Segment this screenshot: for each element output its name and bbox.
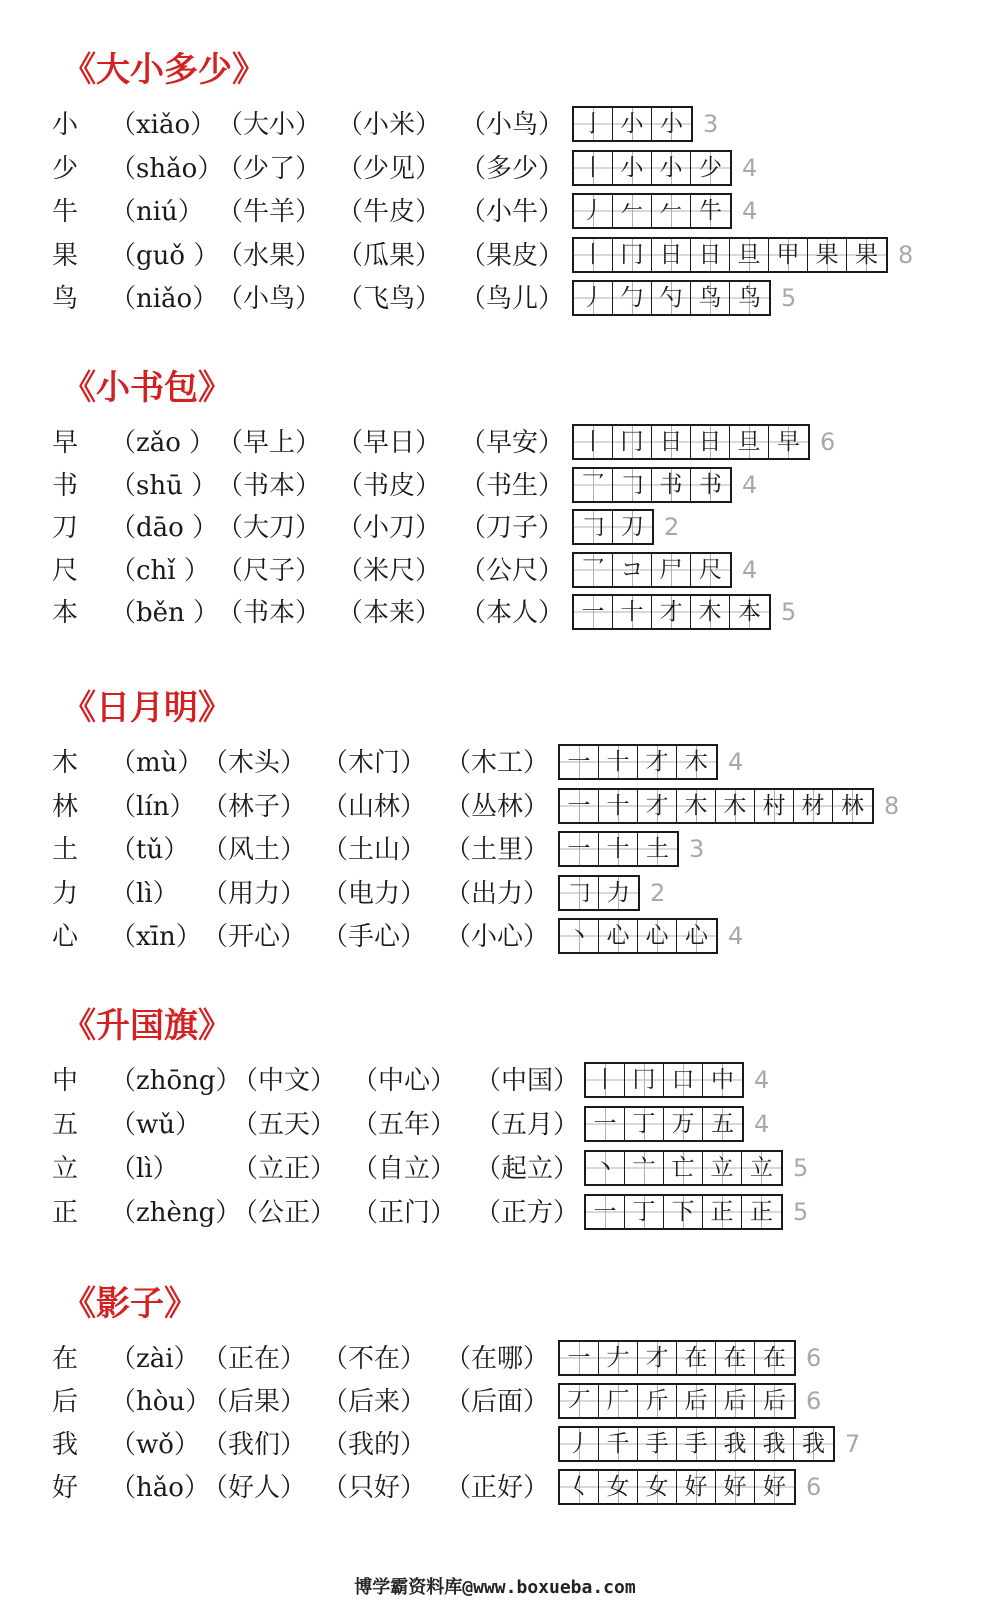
stroke-step-box: 丨 [574, 426, 613, 458]
vocab-row [0, 786, 990, 828]
pinyin: （niǎo） [110, 284, 219, 314]
word-1: （立正） [232, 1154, 337, 1184]
stroke-step-box: 旦 [730, 426, 769, 458]
stroke-count: 8 [898, 241, 914, 269]
stroke-order-grid [584, 1150, 783, 1186]
lesson-title: 《影子》 [62, 1284, 198, 1324]
stroke-step-box: 丨 [574, 239, 613, 271]
word-2: （书皮） [337, 471, 442, 501]
vocab-row [0, 1060, 990, 1102]
stroke-step-box: 果 [808, 239, 847, 271]
stroke-step-box: 果 [847, 239, 886, 271]
vocab-row [0, 507, 990, 549]
pinyin: （dāo ） [110, 513, 219, 543]
stroke-step-box: 亠 [625, 1152, 664, 1184]
stroke-order-grid [584, 1194, 783, 1230]
stroke-count: 3 [689, 835, 705, 863]
word-2: （电力） [322, 879, 427, 909]
pinyin: （shǎo） [110, 154, 224, 184]
word-2: （小米） [337, 110, 442, 140]
word-2: （山林） [322, 792, 427, 822]
pinyin: （běn ） [110, 598, 220, 628]
stroke-step-box: 冂 [625, 1064, 664, 1096]
vocab-row [0, 1424, 990, 1466]
word-3: （丛林） [445, 792, 550, 822]
stroke-count: 5 [781, 284, 797, 312]
stroke-step-box: 𠂉 [652, 195, 691, 227]
vocab-row [0, 278, 990, 320]
word-2: （飞鸟） [337, 284, 442, 314]
pinyin: （wǒ） [110, 1430, 200, 1460]
stroke-step-box: 勺 [652, 282, 691, 314]
stroke-step-box: 立 [703, 1152, 742, 1184]
stroke-step-box: 冂 [613, 239, 652, 271]
word-3: （多少） [460, 154, 565, 184]
stroke-step-box: 好 [716, 1471, 755, 1503]
lesson-title: 《小书包》 [62, 368, 232, 408]
stroke-step-box: 尸 [652, 554, 691, 586]
stroke-step-box: 千 [599, 1428, 638, 1460]
stroke-step-box: 牛 [691, 195, 730, 227]
hanzi-character: 木 [52, 748, 79, 778]
stroke-step-box: 一 [560, 833, 599, 865]
vocab-row [0, 742, 990, 784]
vocab-row [0, 829, 990, 871]
vocab-row [0, 1381, 990, 1423]
stroke-order-grid [572, 150, 732, 186]
stroke-step-box: 勹 [613, 282, 652, 314]
stroke-order-grid [572, 280, 771, 316]
stroke-step-box: 十 [599, 790, 638, 822]
hanzi-character: 牛 [52, 197, 79, 227]
stroke-step-box: 小 [652, 108, 691, 140]
stroke-step-box: 厂 [599, 1385, 638, 1417]
hanzi-character: 好 [52, 1473, 79, 1503]
vocab-row [0, 104, 990, 146]
stroke-step-box: 女 [638, 1471, 677, 1503]
stroke-order-grid [572, 193, 732, 229]
word-2: （中心） [352, 1066, 457, 1096]
word-2: （本来） [337, 598, 442, 628]
word-1: （用力） [202, 879, 307, 909]
word-1: （尺子） [217, 556, 322, 586]
vocab-row [0, 465, 990, 507]
stroke-order-grid [572, 594, 771, 630]
stroke-count: 5 [793, 1198, 809, 1226]
stroke-step-box: 才 [638, 1342, 677, 1374]
stroke-step-box: 旦 [730, 239, 769, 271]
stroke-order-grid [572, 552, 732, 588]
pinyin: （zǎo ） [110, 428, 216, 458]
word-1: （少了） [217, 154, 322, 184]
word-3: （后面） [445, 1387, 550, 1417]
hanzi-character: 尺 [52, 556, 79, 586]
stroke-step-box: 日 [652, 239, 691, 271]
stroke-step-box: 丆 [560, 1385, 599, 1417]
vocab-row [0, 1104, 990, 1146]
stroke-step-box: 一 [560, 1342, 599, 1374]
stroke-step-box: 木 [677, 790, 716, 822]
stroke-step-box: 女 [599, 1471, 638, 1503]
stroke-step-box: 𠃌 [574, 511, 613, 543]
hanzi-character: 本 [52, 598, 79, 628]
lesson-title: 《升国旗》 [62, 1006, 232, 1046]
stroke-step-box: 我 [716, 1428, 755, 1460]
pinyin: （lì） [110, 879, 179, 909]
stroke-step-box: 材 [794, 790, 833, 822]
stroke-step-box: 万 [664, 1108, 703, 1140]
stroke-step-box: 乛 [574, 469, 613, 501]
stroke-step-box: 丿 [574, 195, 613, 227]
stroke-step-box: 尺 [691, 554, 730, 586]
stroke-step-box: 心 [638, 920, 677, 952]
word-1: （书本） [217, 598, 322, 628]
word-2: （后来） [322, 1387, 427, 1417]
stroke-step-box: 才 [638, 790, 677, 822]
word-1: （大小） [217, 110, 322, 140]
word-1: （木头） [202, 748, 307, 778]
stroke-step-box: 日 [691, 239, 730, 271]
hanzi-character: 我 [52, 1430, 79, 1460]
word-1: （公正） [232, 1198, 337, 1228]
stroke-step-box: 才 [638, 746, 677, 778]
stroke-order-grid [558, 744, 718, 780]
hanzi-character: 鸟 [52, 284, 79, 314]
stroke-step-box: 小 [613, 152, 652, 184]
stroke-step-box: 丁 [625, 1108, 664, 1140]
word-3: （起立） [475, 1154, 580, 1184]
word-2: （只好） [322, 1473, 427, 1503]
pinyin: （wǔ） [110, 1110, 202, 1140]
vocab-row [0, 1338, 990, 1380]
stroke-step-box: 书 [691, 469, 730, 501]
stroke-step-box: 𡿨 [560, 1471, 599, 1503]
word-2: （自立） [352, 1154, 457, 1184]
stroke-step-box: 在 [716, 1342, 755, 1374]
stroke-order-grid [584, 1062, 744, 1098]
pinyin: （tǔ） [110, 835, 190, 865]
hanzi-character: 林 [52, 792, 79, 822]
stroke-step-box: 我 [794, 1428, 833, 1460]
stroke-order-grid [572, 106, 693, 142]
stroke-step-box: 力 [599, 877, 638, 909]
stroke-step-box: 鸟 [691, 282, 730, 314]
stroke-count: 3 [703, 110, 719, 138]
stroke-step-box: 亡 [664, 1152, 703, 1184]
word-1: （大刀） [217, 513, 322, 543]
stroke-step-box: 一 [586, 1108, 625, 1140]
stroke-step-box: 鸟 [730, 282, 769, 314]
word-2: （我的） [322, 1430, 427, 1460]
stroke-step-box: 在 [677, 1342, 716, 1374]
stroke-count: 2 [664, 513, 680, 541]
stroke-step-box: 五 [703, 1108, 742, 1140]
hanzi-character: 在 [52, 1344, 79, 1374]
vocab-row [0, 235, 990, 277]
hanzi-character: 立 [52, 1154, 79, 1184]
vocab-row [0, 550, 990, 592]
word-3: （本人） [460, 598, 565, 628]
stroke-step-box: 乛 [574, 554, 613, 586]
pinyin: （niú） [110, 197, 204, 227]
stroke-step-box: 刀 [613, 511, 652, 543]
stroke-order-grid [572, 237, 888, 273]
vocab-row [0, 422, 990, 464]
stroke-step-box: 好 [677, 1471, 716, 1503]
stroke-step-box: 丿 [574, 282, 613, 314]
stroke-step-box: 正 [703, 1196, 742, 1228]
stroke-step-box: 正 [742, 1196, 781, 1228]
stroke-count: 4 [742, 197, 758, 225]
word-3: （木工） [445, 748, 550, 778]
word-1: （牛羊） [217, 197, 322, 227]
hanzi-character: 书 [52, 471, 79, 501]
stroke-step-box: 口 [664, 1064, 703, 1096]
stroke-order-grid [558, 1426, 835, 1462]
stroke-step-box: 木 [691, 596, 730, 628]
pinyin: （lín） [110, 792, 196, 822]
stroke-step-box: 心 [599, 920, 638, 952]
stroke-step-box: 书 [652, 469, 691, 501]
word-3: （公尺） [460, 556, 565, 586]
word-3: （中国） [475, 1066, 580, 1096]
word-3: （书生） [460, 471, 565, 501]
stroke-count: 4 [742, 556, 758, 584]
hanzi-character: 后 [52, 1387, 79, 1417]
hanzi-character: 刀 [52, 513, 79, 543]
word-2: （瓜果） [337, 241, 442, 271]
pinyin: （hòu） [110, 1387, 212, 1417]
hanzi-character: 小 [52, 110, 79, 140]
stroke-step-box: 心 [677, 920, 716, 952]
stroke-order-grid [558, 1340, 796, 1376]
pinyin: （zhōng） [110, 1066, 242, 1096]
stroke-count: 4 [728, 922, 744, 950]
stroke-step-box: 我 [755, 1428, 794, 1460]
word-2: （木门） [322, 748, 427, 778]
footer-watermark: 博学霸资料库@www.boxueba.com [354, 1577, 636, 1598]
word-1: （正在） [202, 1344, 307, 1374]
pinyin: （hǎo） [110, 1473, 210, 1503]
vocab-row [0, 191, 990, 233]
word-1: （五天） [232, 1110, 337, 1140]
stroke-step-box: 丁 [625, 1196, 664, 1228]
stroke-step-box: 日 [691, 426, 730, 458]
word-1: （好人） [202, 1473, 307, 1503]
stroke-step-box: 甲 [769, 239, 808, 271]
stroke-count: 5 [781, 598, 797, 626]
word-1: （开心） [202, 922, 307, 952]
stroke-order-grid [558, 1383, 796, 1419]
stroke-step-box: 冂 [613, 426, 652, 458]
stroke-step-box: 才 [652, 596, 691, 628]
hanzi-character: 土 [52, 835, 79, 865]
stroke-step-box: 十 [599, 746, 638, 778]
stroke-count: 4 [754, 1110, 770, 1138]
word-1: （我们） [202, 1430, 307, 1460]
word-3: （正方） [475, 1198, 580, 1228]
stroke-step-box: 十 [599, 833, 638, 865]
word-2: （五年） [352, 1110, 457, 1140]
stroke-order-grid [572, 424, 810, 460]
stroke-step-box: 木 [716, 790, 755, 822]
pinyin: （zài） [110, 1344, 200, 1374]
stroke-order-grid [572, 467, 732, 503]
stroke-step-box: 后 [755, 1385, 794, 1417]
stroke-order-grid [558, 875, 640, 911]
stroke-count: 4 [742, 154, 758, 182]
stroke-step-box: 木 [677, 746, 716, 778]
stroke-step-box: 丶 [586, 1152, 625, 1184]
word-3: （刀子） [460, 513, 565, 543]
stroke-step-box: 小 [613, 108, 652, 140]
word-2: （土山） [322, 835, 427, 865]
stroke-step-box: 后 [677, 1385, 716, 1417]
stroke-step-box: 林 [833, 790, 872, 822]
vocab-row [0, 1467, 990, 1509]
stroke-step-box: 村 [755, 790, 794, 822]
stroke-step-box: コ [613, 554, 652, 586]
stroke-count: 2 [650, 879, 666, 907]
vocab-row [0, 592, 990, 634]
stroke-step-box: 好 [755, 1471, 794, 1503]
lesson-title: 《日月明》 [62, 688, 232, 728]
hanzi-character: 中 [52, 1066, 79, 1096]
stroke-step-box: 丨 [586, 1064, 625, 1096]
stroke-step-box: 一 [560, 790, 599, 822]
pinyin: （mù） [110, 748, 204, 778]
word-3: （土里） [445, 835, 550, 865]
stroke-count: 6 [806, 1387, 822, 1415]
word-2: （牛皮） [337, 197, 442, 227]
word-3: （鸟儿） [460, 284, 565, 314]
word-3: （在哪） [445, 1344, 550, 1374]
stroke-step-box: 𠃌 [613, 469, 652, 501]
word-2: （正门） [352, 1198, 457, 1228]
stroke-step-box: 在 [755, 1342, 794, 1374]
stroke-count: 4 [742, 471, 758, 499]
stroke-count: 6 [806, 1473, 822, 1501]
word-3: （小牛） [460, 197, 565, 227]
word-3: （果皮） [460, 241, 565, 271]
hanzi-character: 心 [52, 922, 79, 952]
word-2: （米尺） [337, 556, 442, 586]
stroke-step-box: 后 [716, 1385, 755, 1417]
stroke-step-box: 立 [742, 1152, 781, 1184]
word-3: （小心） [445, 922, 550, 952]
vocab-row [0, 916, 990, 958]
word-1: （书本） [217, 471, 322, 501]
word-1: （早上） [217, 428, 322, 458]
pinyin: （chǐ ） [110, 556, 210, 586]
stroke-order-grid [558, 918, 718, 954]
stroke-count: 6 [820, 428, 836, 456]
word-2: （手心） [322, 922, 427, 952]
stroke-step-box: 一 [586, 1196, 625, 1228]
stroke-order-grid [572, 509, 654, 545]
word-3: （正好） [445, 1473, 550, 1503]
word-3: （五月） [475, 1110, 580, 1140]
stroke-step-box: 一 [574, 596, 613, 628]
word-1: （水果） [217, 241, 322, 271]
vocab-row [0, 1148, 990, 1190]
pinyin: （lì） [110, 1154, 179, 1184]
word-1: （小鸟） [217, 284, 322, 314]
word-1: （林子） [202, 792, 307, 822]
stroke-step-box: 本 [730, 596, 769, 628]
word-1: （中文） [232, 1066, 337, 1096]
stroke-count: 4 [728, 748, 744, 776]
word-1: （风土） [202, 835, 307, 865]
pinyin: （xiǎo） [110, 110, 217, 140]
vocab-row [0, 873, 990, 915]
stroke-step-box: 𠃌 [560, 877, 599, 909]
word-2: （早日） [337, 428, 442, 458]
stroke-step-box: 早 [769, 426, 808, 458]
stroke-step-box: 𠂉 [613, 195, 652, 227]
stroke-step-box: 下 [664, 1196, 703, 1228]
hanzi-character: 果 [52, 241, 79, 271]
stroke-step-box: 亅 [574, 108, 613, 140]
stroke-step-box: 丶 [560, 920, 599, 952]
stroke-order-grid [558, 831, 679, 867]
stroke-count: 7 [845, 1430, 861, 1458]
word-2: （不在） [322, 1344, 427, 1374]
stroke-step-box: 一 [560, 746, 599, 778]
stroke-step-box: 小 [652, 152, 691, 184]
word-3: （小鸟） [460, 110, 565, 140]
stroke-order-grid [558, 1469, 796, 1505]
word-3: （出力） [445, 879, 550, 909]
stroke-step-box: 手 [638, 1428, 677, 1460]
pinyin: （zhèng） [110, 1198, 242, 1228]
stroke-count: 5 [793, 1154, 809, 1182]
hanzi-character: 早 [52, 428, 79, 458]
word-1: （后果） [202, 1387, 307, 1417]
stroke-step-box: 少 [691, 152, 730, 184]
stroke-count: 4 [754, 1066, 770, 1094]
stroke-step-box: 手 [677, 1428, 716, 1460]
stroke-step-box: 斤 [638, 1385, 677, 1417]
pinyin: （guǒ ） [110, 241, 220, 271]
hanzi-character: 力 [52, 879, 79, 909]
word-2: （少见） [337, 154, 442, 184]
hanzi-character: 正 [52, 1198, 79, 1228]
stroke-step-box: 十 [613, 596, 652, 628]
stroke-step-box: 丨 [574, 152, 613, 184]
hanzi-character: 少 [52, 154, 79, 184]
stroke-order-grid [584, 1106, 744, 1142]
vocab-row [0, 148, 990, 190]
stroke-count: 6 [806, 1344, 822, 1372]
stroke-step-box: 𠂇 [599, 1342, 638, 1374]
word-2: （小刀） [337, 513, 442, 543]
stroke-step-box: 丿 [560, 1428, 599, 1460]
vocab-row [0, 1192, 990, 1234]
stroke-step-box: 中 [703, 1064, 742, 1096]
stroke-order-grid [558, 788, 874, 824]
stroke-step-box: 日 [652, 426, 691, 458]
stroke-step-box: 土 [638, 833, 677, 865]
hanzi-character: 五 [52, 1110, 79, 1140]
pinyin: （shū ） [110, 471, 218, 501]
stroke-count: 8 [884, 792, 900, 820]
pinyin: （xīn） [110, 922, 202, 952]
lesson-title: 《大小多少》 [62, 50, 266, 90]
word-3: （早安） [460, 428, 565, 458]
